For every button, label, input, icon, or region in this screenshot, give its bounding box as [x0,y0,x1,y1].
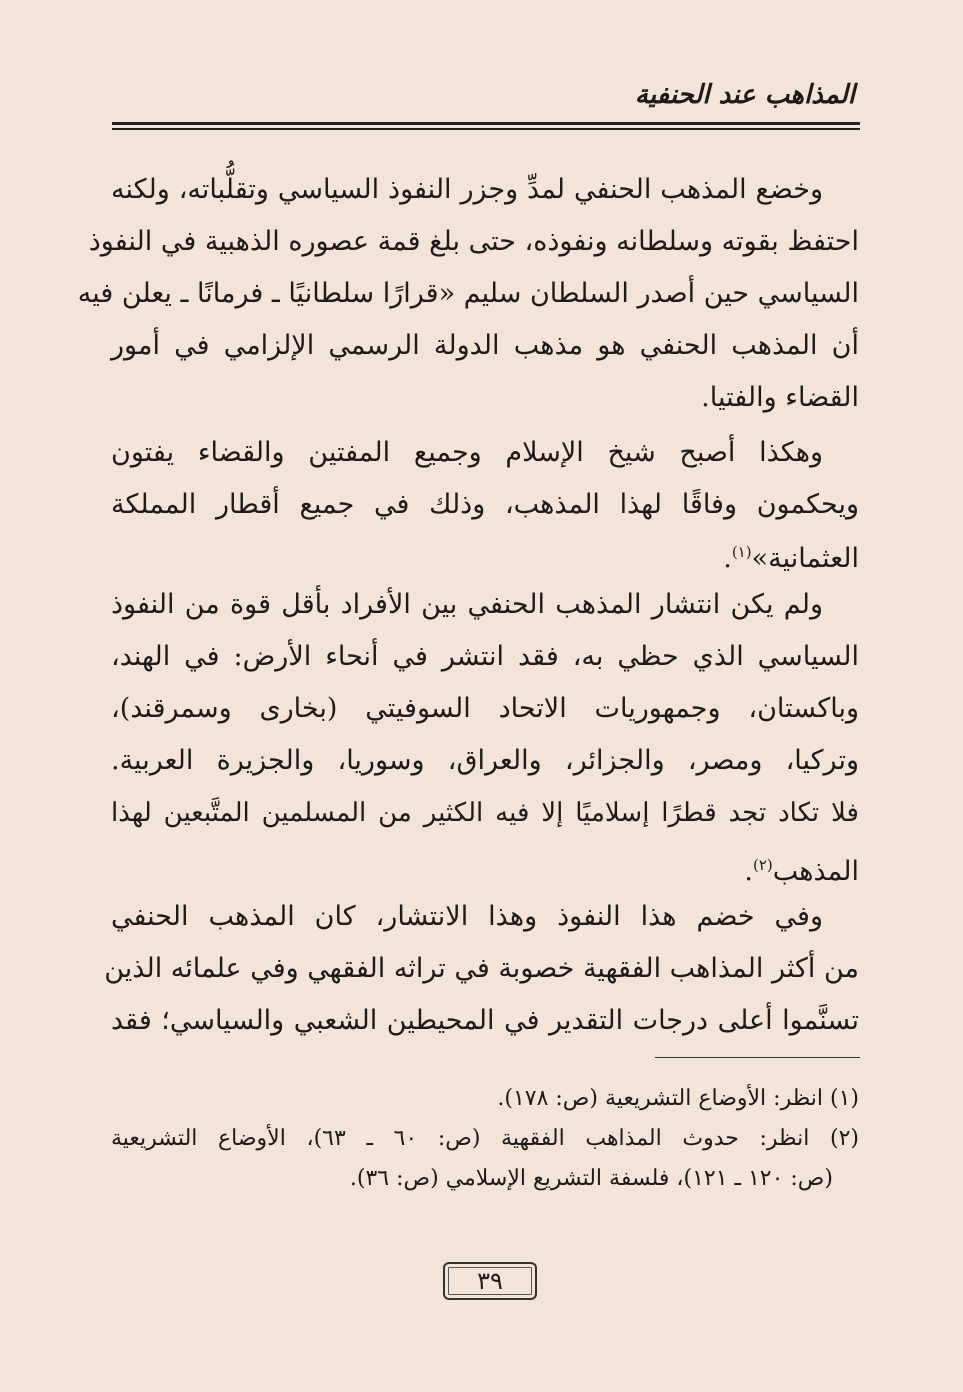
text-line: من أكثر المذاهب الفقهية خصوبة في تراثه الفقهي وفي علمائه الذين [104,953,859,984]
running-title: المذاهب عند الحنفية [634,80,855,110]
text-line: السياسي الذي حظي به، فقد انتشر في أنحاء الأرض: في الهند، [111,641,859,672]
text-line-content: العثمانية» [751,543,859,574]
text-line: المذهب$^{(٢)}$. [744,856,859,887]
text-line: وهكذا أصبح شيخ الإسلام وجميع المفتين والقضاء يفتون [111,437,823,468]
text-line: احتفظ بقوته وسلطانه ونفوذه، حتى بلغ قمة عصوره الذهبية في النفوذ [88,226,859,257]
text-line: وخضع المذهب الحنفي لمدِّ وجزر النفوذ السياسي وتقلُّباته، ولكنه [111,174,823,205]
text-line: ويحكمون وفاقًا لهذا المذهب، وذلك في جميع أقطار المملكة [111,489,859,520]
text-line: السياسي حين أصدر السلطان سليم «قرارًا سلطانيًا ـ فرمانًا ـ يعلن فيه [77,278,859,309]
header-rule [112,122,860,125]
text-line: وباكستان، وجمهوريات الاتحاد السوفيتي (بخارى وسمرقند)، [111,693,859,724]
page-number: ٣٩ [443,1262,537,1300]
footnote-separator [655,1057,860,1058]
text-line: وتركيا، ومصر، والجزائر، والعراق، وسوريا، والجزيرة العربية. [111,745,859,776]
text-line: تسنَّموا أعلى درجات التقدير في المحيطين الشعبي والسياسي؛ فقد [111,1005,859,1036]
footnote-1: (١) انظر: الأوضاع التشريعية (ص: ١٧٨). [497,1086,859,1111]
text-line: العثمانية»$^{(١)}$. [723,543,859,574]
footnote-ref: (١) [731,543,752,561]
text-line: القضاء والفتيا. [701,382,859,413]
footnote-2-cont: (ص: ١٢٠ ـ ١٢١)، فلسفة التشريع الإسلامي (ص: ٣٦). [349,1166,833,1191]
text-line: فلا تكاد تجد قطرًا إسلاميًا إلا فيه الكثير من المسلمين المتَّبعين لهذا [111,798,859,828]
text-line-content: المذهب [772,856,859,887]
footnote-ref: (٢) [752,856,773,874]
text-line: وفي خضم هذا النفوذ وهذا الانتشار، كان المذهب الحنفي [111,901,823,932]
text-line: أن المذهب الحنفي هو مذهب الدولة الرسمي الإلزامي في أمور [111,330,859,361]
header-rule-thin [112,128,860,130]
footnote-2: (٢) انظر: حدوث المذاهب الفقهية (ص: ٦٠ ـ ٦٣)، الأوضاع التشريعية [111,1126,859,1151]
text-line: ولم يكن انتشار المذهب الحنفي بين الأفراد بأقل قوة من النفوذ [111,589,823,620]
